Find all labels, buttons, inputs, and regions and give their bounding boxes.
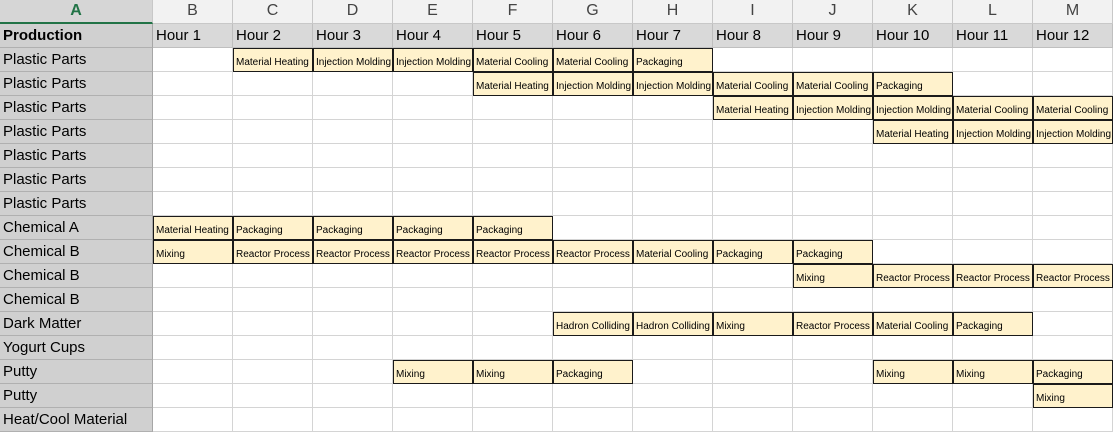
task-cell[interactable]: Packaging <box>633 48 713 72</box>
empty-cell[interactable] <box>313 264 393 288</box>
empty-cell[interactable] <box>233 120 313 144</box>
empty-cell[interactable] <box>793 120 873 144</box>
empty-cell[interactable] <box>553 168 633 192</box>
task-cell[interactable]: Packaging <box>953 312 1033 336</box>
task-cell[interactable]: Reactor Process <box>553 240 633 264</box>
empty-cell[interactable] <box>233 360 313 384</box>
empty-cell[interactable] <box>313 312 393 336</box>
task-cell[interactable]: Mixing <box>393 360 473 384</box>
hour-header-cell[interactable]: Hour 6 <box>553 24 633 48</box>
hour-header-cell[interactable]: Hour 2 <box>233 24 313 48</box>
empty-cell[interactable] <box>953 336 1033 360</box>
empty-cell[interactable] <box>873 48 953 72</box>
product-name-cell[interactable]: Plastic Parts <box>0 144 153 168</box>
empty-cell[interactable] <box>1033 312 1113 336</box>
empty-cell[interactable] <box>1033 408 1113 432</box>
empty-cell[interactable] <box>153 48 233 72</box>
empty-cell[interactable] <box>1033 336 1113 360</box>
task-cell[interactable]: Packaging <box>873 72 953 96</box>
product-name-cell[interactable]: Chemical B <box>0 288 153 312</box>
empty-cell[interactable] <box>233 312 313 336</box>
empty-cell[interactable] <box>1033 216 1113 240</box>
task-cell[interactable]: Mixing <box>473 360 553 384</box>
task-cell[interactable]: Packaging <box>313 216 393 240</box>
empty-cell[interactable] <box>713 408 793 432</box>
product-name-cell[interactable]: Chemical B <box>0 264 153 288</box>
empty-cell[interactable] <box>793 384 873 408</box>
empty-cell[interactable] <box>473 336 553 360</box>
empty-cell[interactable] <box>873 288 953 312</box>
product-name-cell[interactable]: Putty <box>0 360 153 384</box>
task-cell[interactable]: Reactor Process <box>873 264 953 288</box>
empty-cell[interactable] <box>553 264 633 288</box>
empty-cell[interactable] <box>153 384 233 408</box>
empty-cell[interactable] <box>153 336 233 360</box>
empty-cell[interactable] <box>953 216 1033 240</box>
empty-cell[interactable] <box>153 264 233 288</box>
task-cell[interactable]: Packaging <box>713 240 793 264</box>
empty-cell[interactable] <box>153 96 233 120</box>
task-cell[interactable]: Packaging <box>1033 360 1113 384</box>
empty-cell[interactable] <box>473 264 553 288</box>
column-header-f[interactable]: F <box>473 0 553 24</box>
empty-cell[interactable] <box>953 240 1033 264</box>
task-cell[interactable]: Injection Molding <box>553 72 633 96</box>
empty-cell[interactable] <box>153 360 233 384</box>
product-name-cell[interactable]: Plastic Parts <box>0 192 153 216</box>
empty-cell[interactable] <box>233 72 313 96</box>
empty-cell[interactable] <box>793 168 873 192</box>
empty-cell[interactable] <box>1033 240 1113 264</box>
task-cell[interactable]: Material Heating <box>233 48 313 72</box>
empty-cell[interactable] <box>313 288 393 312</box>
hour-header-cell[interactable]: Hour 4 <box>393 24 473 48</box>
hour-header-cell[interactable]: Hour 5 <box>473 24 553 48</box>
column-header-b[interactable]: B <box>153 0 233 24</box>
empty-cell[interactable] <box>553 120 633 144</box>
production-header-cell[interactable]: Production <box>0 24 153 48</box>
empty-cell[interactable] <box>313 384 393 408</box>
empty-cell[interactable] <box>873 408 953 432</box>
column-header-d[interactable]: D <box>313 0 393 24</box>
empty-cell[interactable] <box>313 336 393 360</box>
empty-cell[interactable] <box>393 384 473 408</box>
empty-cell[interactable] <box>313 72 393 96</box>
empty-cell[interactable] <box>953 168 1033 192</box>
empty-cell[interactable] <box>873 240 953 264</box>
task-cell[interactable]: Injection Molding <box>393 48 473 72</box>
empty-cell[interactable] <box>713 264 793 288</box>
empty-cell[interactable] <box>393 288 473 312</box>
task-cell[interactable]: Packaging <box>233 216 313 240</box>
empty-cell[interactable] <box>233 168 313 192</box>
product-name-cell[interactable]: Chemical B <box>0 240 153 264</box>
empty-cell[interactable] <box>313 96 393 120</box>
task-cell[interactable]: Mixing <box>873 360 953 384</box>
empty-cell[interactable] <box>553 144 633 168</box>
empty-cell[interactable] <box>393 408 473 432</box>
task-cell[interactable]: Mixing <box>713 312 793 336</box>
empty-cell[interactable] <box>473 312 553 336</box>
hour-header-cell[interactable]: Hour 10 <box>873 24 953 48</box>
empty-cell[interactable] <box>473 144 553 168</box>
empty-cell[interactable] <box>953 408 1033 432</box>
hour-header-cell[interactable]: Hour 11 <box>953 24 1033 48</box>
task-cell[interactable]: Material Cooling <box>793 72 873 96</box>
empty-cell[interactable] <box>313 144 393 168</box>
empty-cell[interactable] <box>793 360 873 384</box>
product-name-cell[interactable]: Putty <box>0 384 153 408</box>
empty-cell[interactable] <box>393 72 473 96</box>
empty-cell[interactable] <box>793 48 873 72</box>
task-cell[interactable]: Mixing <box>1033 384 1113 408</box>
product-name-cell[interactable]: Dark Matter <box>0 312 153 336</box>
task-cell[interactable]: Material Cooling <box>473 48 553 72</box>
hour-header-cell[interactable]: Hour 9 <box>793 24 873 48</box>
empty-cell[interactable] <box>233 288 313 312</box>
empty-cell[interactable] <box>633 96 713 120</box>
task-cell[interactable]: Packaging <box>393 216 473 240</box>
product-name-cell[interactable]: Yogurt Cups <box>0 336 153 360</box>
product-name-cell[interactable]: Plastic Parts <box>0 168 153 192</box>
empty-cell[interactable] <box>313 192 393 216</box>
hour-header-cell[interactable]: Hour 3 <box>313 24 393 48</box>
task-cell[interactable]: Injection Molding <box>313 48 393 72</box>
column-header-c[interactable]: C <box>233 0 313 24</box>
empty-cell[interactable] <box>1033 144 1113 168</box>
empty-cell[interactable] <box>393 192 473 216</box>
task-cell[interactable]: Injection Molding <box>953 120 1033 144</box>
empty-cell[interactable] <box>233 336 313 360</box>
empty-cell[interactable] <box>793 144 873 168</box>
empty-cell[interactable] <box>233 384 313 408</box>
product-name-cell[interactable]: Heat/Cool Material <box>0 408 153 432</box>
task-cell[interactable]: Material Heating <box>713 96 793 120</box>
empty-cell[interactable] <box>953 72 1033 96</box>
empty-cell[interactable] <box>873 192 953 216</box>
empty-cell[interactable] <box>633 264 713 288</box>
empty-cell[interactable] <box>233 192 313 216</box>
hour-header-cell[interactable]: Hour 1 <box>153 24 233 48</box>
empty-cell[interactable] <box>553 336 633 360</box>
empty-cell[interactable] <box>793 288 873 312</box>
empty-cell[interactable] <box>393 312 473 336</box>
empty-cell[interactable] <box>473 408 553 432</box>
empty-cell[interactable] <box>153 168 233 192</box>
empty-cell[interactable] <box>393 144 473 168</box>
column-header-l[interactable]: L <box>953 0 1033 24</box>
task-cell[interactable]: Reactor Process <box>793 312 873 336</box>
empty-cell[interactable] <box>873 144 953 168</box>
empty-cell[interactable] <box>873 384 953 408</box>
task-cell[interactable]: Material Heating <box>873 120 953 144</box>
empty-cell[interactable] <box>953 288 1033 312</box>
product-name-cell[interactable]: Chemical A <box>0 216 153 240</box>
empty-cell[interactable] <box>553 216 633 240</box>
task-cell[interactable]: Packaging <box>553 360 633 384</box>
empty-cell[interactable] <box>793 336 873 360</box>
empty-cell[interactable] <box>633 216 713 240</box>
empty-cell[interactable] <box>553 288 633 312</box>
column-header-i[interactable]: I <box>713 0 793 24</box>
empty-cell[interactable] <box>473 192 553 216</box>
product-name-cell[interactable]: Plastic Parts <box>0 96 153 120</box>
task-cell[interactable]: Material Cooling <box>553 48 633 72</box>
empty-cell[interactable] <box>713 120 793 144</box>
task-cell[interactable]: Reactor Process <box>233 240 313 264</box>
column-header-e[interactable]: E <box>393 0 473 24</box>
empty-cell[interactable] <box>713 384 793 408</box>
empty-cell[interactable] <box>953 192 1033 216</box>
task-cell[interactable]: Reactor Process <box>313 240 393 264</box>
task-cell[interactable]: Hadron Colliding <box>553 312 633 336</box>
task-cell[interactable]: Material Cooling <box>1033 96 1113 120</box>
empty-cell[interactable] <box>633 336 713 360</box>
empty-cell[interactable] <box>633 144 713 168</box>
empty-cell[interactable] <box>473 288 553 312</box>
empty-cell[interactable] <box>713 336 793 360</box>
empty-cell[interactable] <box>1033 288 1113 312</box>
empty-cell[interactable] <box>793 216 873 240</box>
column-header-h[interactable]: H <box>633 0 713 24</box>
task-cell[interactable]: Mixing <box>953 360 1033 384</box>
empty-cell[interactable] <box>153 408 233 432</box>
empty-cell[interactable] <box>633 360 713 384</box>
task-cell[interactable]: Injection Molding <box>793 96 873 120</box>
empty-cell[interactable] <box>713 144 793 168</box>
empty-cell[interactable] <box>233 408 313 432</box>
empty-cell[interactable] <box>553 96 633 120</box>
empty-cell[interactable] <box>153 144 233 168</box>
task-cell[interactable]: Injection Molding <box>873 96 953 120</box>
empty-cell[interactable] <box>793 408 873 432</box>
task-cell[interactable]: Material Cooling <box>873 312 953 336</box>
empty-cell[interactable] <box>633 192 713 216</box>
product-name-cell[interactable]: Plastic Parts <box>0 120 153 144</box>
task-cell[interactable]: Material Heating <box>153 216 233 240</box>
hour-header-cell[interactable]: Hour 7 <box>633 24 713 48</box>
column-header-j[interactable]: J <box>793 0 873 24</box>
task-cell[interactable]: Hadron Colliding <box>633 312 713 336</box>
empty-cell[interactable] <box>873 216 953 240</box>
empty-cell[interactable] <box>633 408 713 432</box>
column-header-g[interactable]: G <box>553 0 633 24</box>
empty-cell[interactable] <box>233 144 313 168</box>
empty-cell[interactable] <box>1033 192 1113 216</box>
task-cell[interactable]: Material Cooling <box>713 72 793 96</box>
task-cell[interactable]: Injection Molding <box>633 72 713 96</box>
empty-cell[interactable] <box>313 120 393 144</box>
product-name-cell[interactable]: Plastic Parts <box>0 72 153 96</box>
empty-cell[interactable] <box>393 120 473 144</box>
empty-cell[interactable] <box>313 168 393 192</box>
empty-cell[interactable] <box>473 168 553 192</box>
empty-cell[interactable] <box>153 288 233 312</box>
hour-header-cell[interactable]: Hour 12 <box>1033 24 1113 48</box>
empty-cell[interactable] <box>473 384 553 408</box>
task-cell[interactable]: Injection Molding <box>1033 120 1113 144</box>
empty-cell[interactable] <box>473 96 553 120</box>
empty-cell[interactable] <box>953 48 1033 72</box>
empty-cell[interactable] <box>713 288 793 312</box>
empty-cell[interactable] <box>393 336 473 360</box>
hour-header-cell[interactable]: Hour 8 <box>713 24 793 48</box>
task-cell[interactable]: Material Heating <box>473 72 553 96</box>
empty-cell[interactable] <box>953 384 1033 408</box>
empty-cell[interactable] <box>473 120 553 144</box>
empty-cell[interactable] <box>793 192 873 216</box>
product-name-cell[interactable]: Plastic Parts <box>0 48 153 72</box>
empty-cell[interactable] <box>713 168 793 192</box>
empty-cell[interactable] <box>1033 72 1113 96</box>
empty-cell[interactable] <box>313 408 393 432</box>
empty-cell[interactable] <box>1033 168 1113 192</box>
empty-cell[interactable] <box>553 192 633 216</box>
empty-cell[interactable] <box>713 192 793 216</box>
empty-cell[interactable] <box>393 96 473 120</box>
empty-cell[interactable] <box>633 384 713 408</box>
task-cell[interactable]: Reactor Process <box>393 240 473 264</box>
empty-cell[interactable] <box>553 384 633 408</box>
empty-cell[interactable] <box>313 360 393 384</box>
column-header-a[interactable]: A <box>0 0 153 24</box>
task-cell[interactable]: Reactor Process <box>953 264 1033 288</box>
empty-cell[interactable] <box>1033 48 1113 72</box>
empty-cell[interactable] <box>633 168 713 192</box>
empty-cell[interactable] <box>873 168 953 192</box>
task-cell[interactable]: Packaging <box>793 240 873 264</box>
column-header-m[interactable]: M <box>1033 0 1113 24</box>
empty-cell[interactable] <box>233 96 313 120</box>
empty-cell[interactable] <box>553 408 633 432</box>
empty-cell[interactable] <box>713 360 793 384</box>
empty-cell[interactable] <box>713 216 793 240</box>
empty-cell[interactable] <box>393 264 473 288</box>
empty-cell[interactable] <box>953 144 1033 168</box>
empty-cell[interactable] <box>153 312 233 336</box>
empty-cell[interactable] <box>153 192 233 216</box>
task-cell[interactable]: Material Cooling <box>953 96 1033 120</box>
empty-cell[interactable] <box>633 120 713 144</box>
empty-cell[interactable] <box>393 168 473 192</box>
empty-cell[interactable] <box>153 120 233 144</box>
empty-cell[interactable] <box>713 48 793 72</box>
task-cell[interactable]: Mixing <box>793 264 873 288</box>
empty-cell[interactable] <box>233 264 313 288</box>
task-cell[interactable]: Reactor Process <box>1033 264 1113 288</box>
empty-cell[interactable] <box>153 72 233 96</box>
task-cell[interactable]: Mixing <box>153 240 233 264</box>
empty-cell[interactable] <box>873 336 953 360</box>
task-cell[interactable]: Reactor Process <box>473 240 553 264</box>
task-cell[interactable]: Material Cooling <box>633 240 713 264</box>
empty-cell[interactable] <box>633 288 713 312</box>
column-header-k[interactable]: K <box>873 0 953 24</box>
task-cell[interactable]: Packaging <box>473 216 553 240</box>
